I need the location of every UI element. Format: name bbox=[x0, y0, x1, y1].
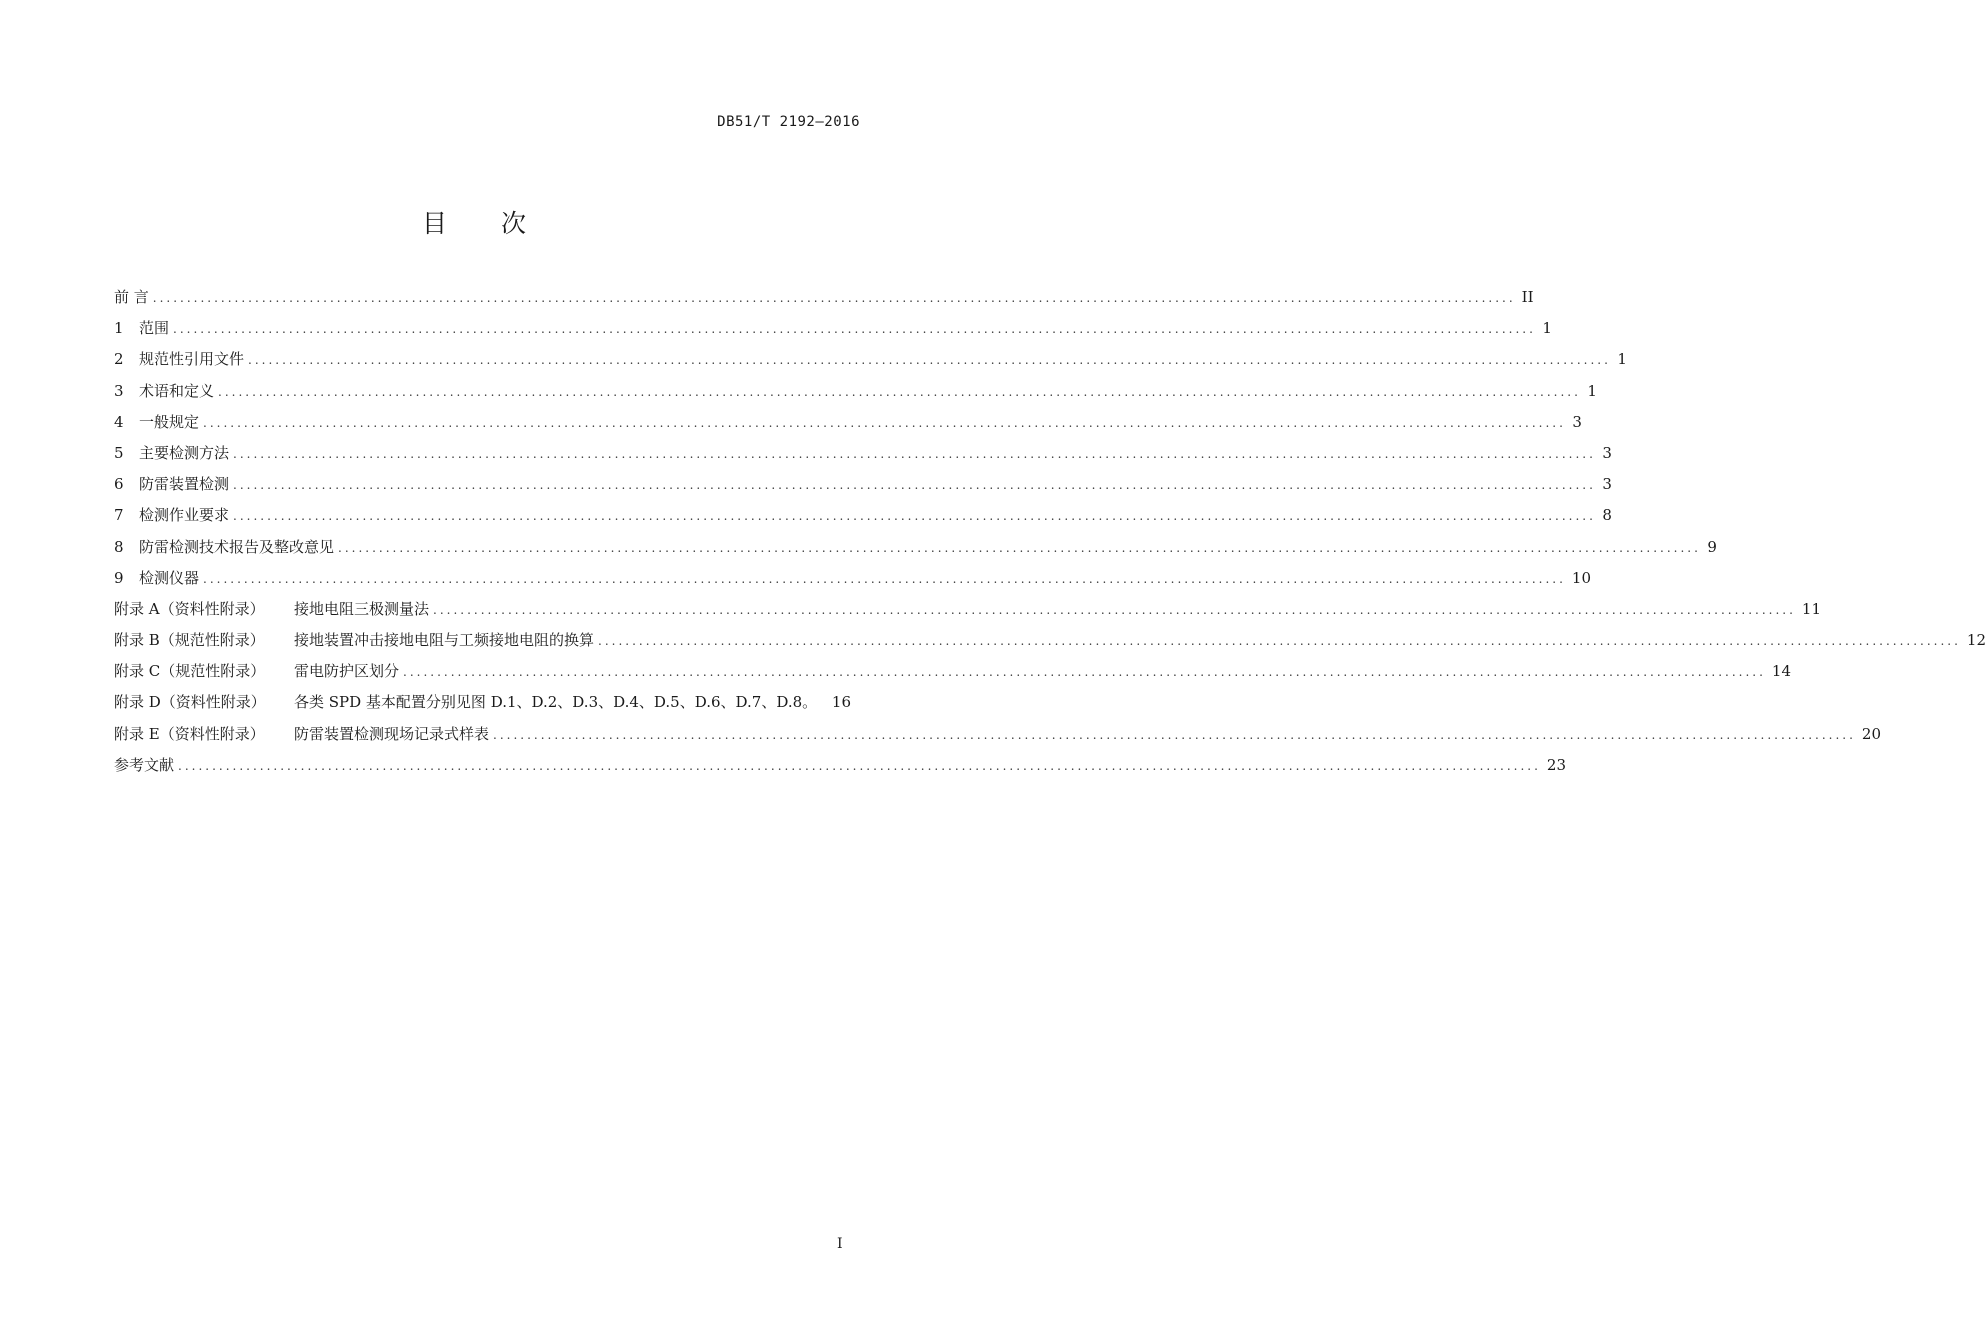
toc-entry-number: 4 bbox=[114, 412, 124, 431]
toc-entry[interactable] bbox=[114, 659, 1791, 690]
toc-entry-page: 16 bbox=[831, 693, 851, 712]
toc-entry[interactable] bbox=[114, 597, 1821, 628]
toc-entry-number: 1 bbox=[114, 319, 124, 338]
toc-entry-page: 9 bbox=[1707, 537, 1717, 556]
toc-dot-leader bbox=[233, 442, 1596, 466]
toc-entry-page: 12 bbox=[1966, 631, 1986, 650]
toc-entry-number: 2 bbox=[114, 350, 124, 369]
toc-dot-leader bbox=[218, 380, 1581, 404]
toc-entry-title: 规范性引用文件 bbox=[139, 350, 245, 369]
toc-entry-title: 防雷装置检测 bbox=[139, 475, 230, 494]
toc-entry-title: 检测作业要求 bbox=[139, 506, 230, 525]
toc-entry-title: 术语和定义 bbox=[139, 381, 215, 400]
standard-code: DB51/T 2192—2016 bbox=[717, 114, 860, 130]
toc-entry-page: 11 bbox=[1801, 599, 1821, 618]
toc-title-part-2: 次 bbox=[501, 209, 529, 238]
toc-entry[interactable] bbox=[114, 566, 1591, 597]
toc-dot-leader bbox=[598, 629, 1961, 653]
toc-entry-title: 各类 SPD 基本配置分别见图 D.1、D.2、D.3、D.4、D.5、D.6、D.7、D.8。 bbox=[294, 693, 818, 712]
toc-entry-number: 7 bbox=[114, 506, 124, 525]
toc-entry[interactable] bbox=[114, 379, 1597, 410]
toc-dot-leader bbox=[433, 598, 1796, 622]
toc-entry[interactable] bbox=[114, 503, 1612, 534]
toc-entry[interactable] bbox=[114, 347, 1627, 378]
toc-entry[interactable] bbox=[114, 285, 1534, 316]
toc-dot-leader bbox=[203, 411, 1566, 435]
toc-entry-title: 检测仪器 bbox=[139, 568, 200, 587]
toc-entry-page: II bbox=[1521, 288, 1534, 306]
toc-dot-leader bbox=[233, 473, 1596, 497]
toc-entry-title: 一般规定 bbox=[139, 412, 200, 431]
toc-dot-leader bbox=[338, 536, 1701, 560]
toc-dot-leader bbox=[248, 348, 1611, 372]
toc-entry-page: 1 bbox=[1617, 350, 1627, 369]
toc-dot-leader bbox=[493, 723, 1856, 747]
toc-entry[interactable] bbox=[114, 628, 1986, 659]
toc-entry-appendix-label: 附录 E（资料性附录） bbox=[114, 724, 265, 743]
toc-dot-leader bbox=[403, 660, 1766, 684]
toc-entry[interactable] bbox=[114, 753, 1566, 784]
toc-title-part-1: 目 bbox=[421, 209, 449, 238]
toc-entry-title: 防雷装置检测现场记录式样表 bbox=[294, 724, 490, 743]
toc-entry-page: 14 bbox=[1771, 662, 1791, 681]
toc-entry-title: 接地电阻三极测量法 bbox=[294, 599, 430, 618]
toc-entry-number: 9 bbox=[114, 568, 124, 587]
toc-entry-title: 范围 bbox=[139, 319, 170, 338]
toc-entry[interactable] bbox=[114, 441, 1612, 472]
toc-dot-leader bbox=[178, 754, 1541, 778]
toc-title bbox=[0, 204, 950, 240]
toc-entry-appendix-label: 附录 B（规范性附录） bbox=[114, 631, 265, 650]
toc-entry-page: 20 bbox=[1861, 724, 1881, 743]
toc-entry-page: 10 bbox=[1571, 568, 1591, 587]
toc-entry-number: 8 bbox=[114, 537, 124, 556]
toc-dot-leader bbox=[203, 567, 1566, 591]
toc-entry-appendix-label: 附录 C（规范性附录） bbox=[114, 662, 266, 681]
toc-entry-page: 23 bbox=[1546, 755, 1566, 774]
toc-entry-page: 3 bbox=[1602, 443, 1612, 462]
toc-entry-title: 雷电防护区划分 bbox=[294, 662, 400, 681]
toc-entry-title: 参考文献 bbox=[114, 755, 175, 774]
toc-entry-title: 前 言 bbox=[114, 288, 149, 306]
toc-entry-page: 3 bbox=[1602, 475, 1612, 494]
toc-entry-page: 1 bbox=[1587, 381, 1597, 400]
table-of-contents bbox=[114, 285, 1986, 784]
toc-entry[interactable] bbox=[114, 722, 1881, 753]
toc-entry-title: 防雷检测技术报告及整改意见 bbox=[139, 537, 335, 556]
toc-dot-leader bbox=[233, 504, 1596, 528]
toc-entry-number: 5 bbox=[114, 443, 124, 462]
toc-dot-leader bbox=[153, 286, 1516, 310]
page-number: I bbox=[837, 1236, 843, 1252]
toc-entry[interactable] bbox=[114, 472, 1612, 503]
toc-entry[interactable] bbox=[114, 690, 851, 721]
toc-dot-leader bbox=[173, 317, 1536, 341]
toc-entry[interactable] bbox=[114, 410, 1582, 441]
toc-entry[interactable] bbox=[114, 535, 1717, 566]
toc-entry-page: 3 bbox=[1572, 412, 1582, 431]
toc-entry[interactable] bbox=[114, 316, 1552, 347]
toc-entry-appendix-label: 附录 A（资料性附录） bbox=[114, 599, 265, 618]
toc-entry-title: 主要检测方法 bbox=[139, 443, 230, 462]
toc-entry-page: 1 bbox=[1542, 319, 1552, 338]
toc-entry-page: 8 bbox=[1602, 506, 1612, 525]
toc-entry-number: 6 bbox=[114, 475, 124, 494]
toc-entry-number: 3 bbox=[114, 381, 124, 400]
toc-entry-appendix-label: 附录 D（资料性附录） bbox=[114, 693, 266, 712]
toc-entry-title: 接地装置冲击接地电阻与工频接地电阻的换算 bbox=[294, 631, 595, 650]
